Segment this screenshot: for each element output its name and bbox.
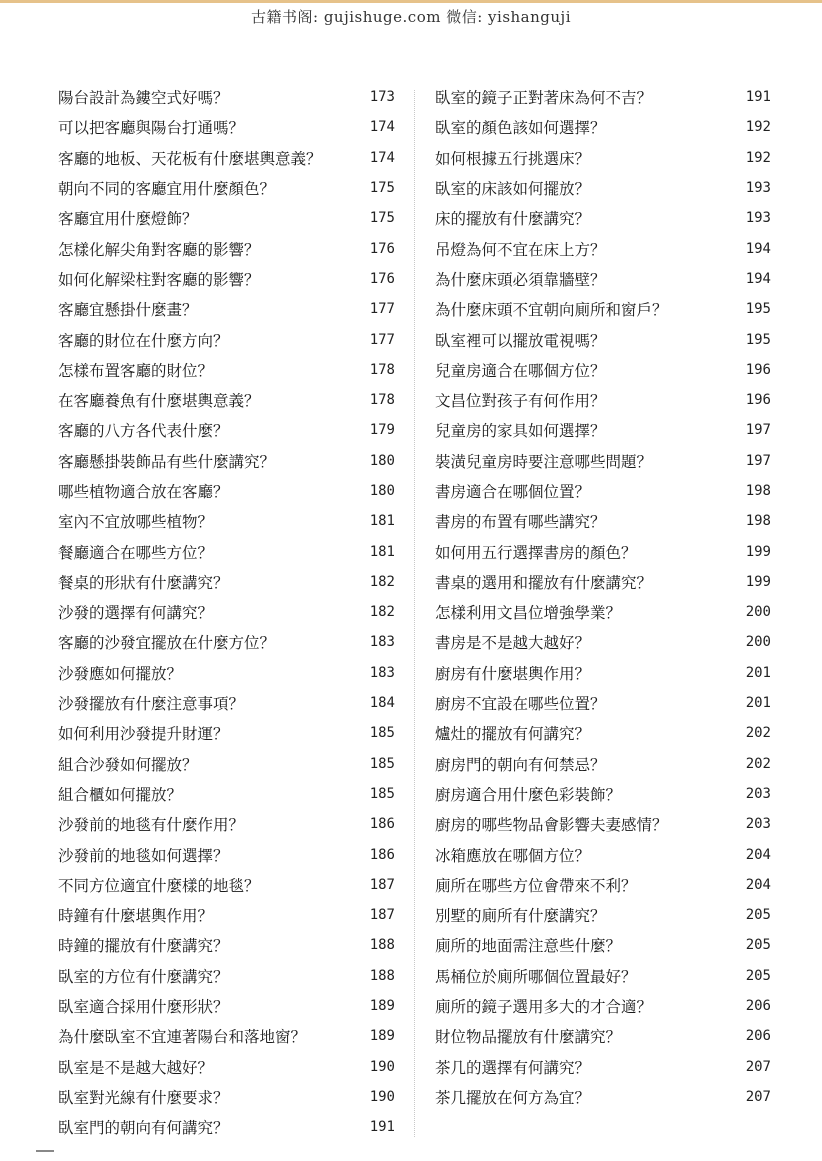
toc-entry [58, 324, 395, 354]
toc-entry-page: 203 [745, 816, 771, 833]
toc-entry [435, 385, 771, 415]
toc-entry-title: 客廳的沙發宜擺放在什麼方位？ [58, 634, 276, 653]
toc-entry-page: 203 [745, 785, 771, 802]
toc-entry [435, 991, 771, 1021]
toc-entry-title: 如何利用沙發提升財運？ [58, 725, 229, 744]
toc-entry [58, 809, 395, 839]
toc-entry [435, 1052, 771, 1082]
toc-entry-page: 188 [369, 967, 395, 984]
toc-entry [435, 779, 771, 809]
toc-entry [435, 930, 771, 960]
toc-entry-title: 客廳的地板、天花板有什麼堪輿意義？ [58, 149, 322, 168]
toc-entry [435, 446, 771, 476]
toc-entry-page: 187 [369, 907, 395, 924]
toc-entry-title: 哪些植物適合放在客廳？ [58, 483, 229, 501]
toc-entry-page: 199 [745, 573, 771, 590]
toc-entry [58, 839, 395, 869]
toc-entry-page: 201 [745, 664, 771, 681]
toc-entry-page: 204 [745, 876, 771, 893]
toc-entry-title: 如何用五行選擇書房的顏色？ [435, 543, 637, 562]
toc-entry-title: 廚房適合用什麼色彩裝飾？ [435, 785, 622, 804]
toc-entry-title: 沙發應如何擺放？ [58, 664, 183, 683]
toc-entry-page: 176 [369, 240, 395, 257]
toc-entry-title: 茶几的選擇有何講究？ [435, 1058, 591, 1077]
toc-entry-page: 186 [369, 846, 395, 863]
toc-entry [58, 961, 395, 991]
toc-entry-page: 195 [745, 301, 771, 318]
toc-entry [58, 1082, 395, 1112]
toc-entry [435, 203, 771, 233]
toc-entry [435, 233, 771, 263]
toc-entry-page: 189 [369, 998, 395, 1015]
toc-entry [435, 324, 771, 354]
toc-entry-title: 餐桌的形狀有什麼講究？ [58, 573, 229, 592]
toc-entry [435, 112, 771, 142]
toc-entry-title: 為什麼床頭必須靠牆壁？ [435, 270, 606, 289]
toc-entry [435, 567, 771, 597]
toc-entry [58, 718, 395, 748]
toc-entry [58, 294, 395, 324]
toc-entry [435, 870, 771, 900]
toc-entry [58, 658, 395, 688]
toc-entry-page: 194 [745, 270, 771, 287]
toc-entry-page: 181 [369, 513, 395, 530]
toc-entry-title: 組合沙發如何擺放？ [58, 755, 198, 774]
toc-entry [58, 597, 395, 627]
toc-entry-page: 191 [745, 89, 771, 106]
toc-entry-title: 為什麼床頭不宜朝向廁所和窗戶？ [435, 301, 668, 320]
toc-entry-page: 207 [745, 1058, 771, 1075]
toc-entry-page: 178 [369, 361, 395, 378]
toc-entry-title: 廁所的鏡子選用多大的才合適？ [435, 998, 653, 1017]
toc-entry [435, 900, 771, 930]
toc-entry-title: 裝潢兒童房時要注意哪些問題？ [435, 452, 653, 471]
toc-entry [58, 930, 395, 960]
toc-entry-page: 185 [369, 755, 395, 772]
toc-entry [58, 446, 395, 476]
toc-entry [435, 718, 771, 748]
toc-entry-page: 183 [369, 634, 395, 651]
toc-entry-title: 臥室門的朝向有何講究？ [58, 1119, 229, 1138]
toc-entry-title: 臥室的鏡子正對著床為何不吉？ [435, 89, 653, 108]
toc-entry-page: 181 [369, 543, 395, 560]
toc-entry-title: 廁所在哪些方位會帶來不利？ [435, 876, 637, 895]
toc-entry-title: 怎樣利用文昌位增強學業？ [435, 604, 622, 623]
toc-entry-title: 兒童房的家具如何選擇？ [435, 422, 606, 441]
toc-entry-title: 臥室對光線有什麼要求？ [58, 1088, 229, 1107]
toc-entry [58, 355, 395, 385]
toc-entry [58, 143, 395, 173]
toc-entry [58, 536, 395, 566]
toc-entry [58, 870, 395, 900]
toc-entry-title: 如何化解梁柱對客廳的影響？ [58, 270, 260, 289]
toc-entry-page: 180 [369, 452, 395, 469]
toc-entry [435, 82, 771, 112]
toc-entry [58, 688, 395, 718]
toc-entry [435, 688, 771, 718]
toc-entry [435, 536, 771, 566]
toc-entry [58, 749, 395, 779]
toc-entry-title: 別墅的廁所有什麼講究？ [435, 907, 606, 926]
page-header: 古籍书阁: gujishuge.com 微信: yishanguji [251, 8, 571, 26]
toc-entry [58, 415, 395, 445]
toc-entry-page: 174 [369, 149, 395, 166]
toc-left-column [58, 82, 395, 1142]
toc-entry [58, 1112, 395, 1142]
toc-entry-page: 198 [745, 513, 771, 530]
toc-entry-page: 189 [369, 1028, 395, 1045]
toc-entry-title: 臥室是不是越大越好？ [58, 1058, 214, 1077]
toc-entry-title: 時鐘的擺放有什麼講究？ [58, 937, 229, 956]
toc-entry-page: 175 [369, 210, 395, 227]
toc-entry [435, 1021, 771, 1051]
toc-entry-page: 182 [369, 573, 395, 590]
toc-entry-title: 客廳的財位在什麼方向？ [58, 331, 229, 350]
toc-entry-page: 196 [745, 392, 771, 409]
toc-entry [435, 749, 771, 779]
toc-entry [435, 627, 771, 657]
toc-entry-page: 202 [745, 725, 771, 742]
toc-entry-title: 時鐘有什麼堪輿作用？ [58, 907, 214, 926]
toc-entry-title: 朝向不同的客廳宜用什麼顏色？ [58, 180, 276, 199]
toc-entry-page: 197 [745, 422, 771, 439]
toc-entry [435, 355, 771, 385]
toc-entry-page: 190 [369, 1058, 395, 1075]
toc-entry-title: 沙發的選擇有何講究？ [58, 604, 214, 623]
toc-entry-title: 如何根據五行挑選床？ [435, 149, 591, 168]
toc-entry [435, 143, 771, 173]
toc-entry-title: 財位物品擺放有什麼講究？ [435, 1028, 622, 1047]
toc-entry [58, 900, 395, 930]
toc-entry-title: 書桌的選用和擺放有什麼講究？ [435, 573, 653, 592]
toc-entry [435, 1082, 771, 1112]
toc-entry-page: 174 [369, 119, 395, 136]
toc-entry [58, 264, 395, 294]
toc-entry-page: 185 [369, 785, 395, 802]
toc-entry-title: 吊燈為何不宜在床上方？ [435, 240, 606, 259]
toc-entry-title: 冰箱應放在哪個方位？ [435, 846, 591, 865]
toc-entry-title: 茶几擺放在何方為宜？ [435, 1088, 591, 1107]
toc-entry-page: 177 [369, 301, 395, 318]
toc-entry [58, 991, 395, 1021]
toc-entry-page: 192 [745, 119, 771, 136]
toc-entry-title: 書房是不是越大越好？ [435, 634, 591, 653]
toc-entry-title: 臥室的床該如何擺放？ [435, 180, 591, 199]
top-border [0, 0, 822, 3]
toc-entry-page: 193 [745, 210, 771, 227]
toc-entry-title: 怎樣化解尖角對客廳的影響？ [58, 240, 260, 259]
toc-entry-title: 客廳的八方各代表什麼？ [58, 422, 229, 441]
toc-entry-page: 204 [745, 846, 771, 863]
toc-entry-title: 沙發前的地毯如何選擇？ [58, 846, 229, 865]
toc-entry-page: 205 [745, 907, 771, 924]
toc-entry [435, 476, 771, 506]
toc-entry-page: 173 [369, 89, 395, 106]
toc-entry [58, 233, 395, 263]
toc-entry-title: 書房的布置有哪些講究？ [435, 513, 606, 532]
toc-entry-page: 188 [369, 937, 395, 954]
toc-entry-page: 175 [369, 180, 395, 197]
toc-entry-title: 廚房門的朝向有何禁忌？ [435, 755, 606, 774]
toc-entry-title: 書房適合在哪個位置？ [435, 483, 591, 501]
toc-entry [435, 839, 771, 869]
toc-entry [435, 961, 771, 991]
toc-entry-page: 183 [369, 664, 395, 681]
toc-entry-page: 205 [745, 937, 771, 954]
toc-entry-page: 179 [369, 422, 395, 439]
toc-entry [435, 173, 771, 203]
toc-entry [435, 597, 771, 627]
toc-entry [58, 1052, 395, 1082]
toc-entry [435, 415, 771, 445]
toc-entry-title: 兒童房適合在哪個方位？ [435, 361, 606, 380]
toc-entry-page: 205 [745, 967, 771, 984]
toc-entry-page: 200 [745, 604, 771, 621]
toc-entry [58, 567, 395, 597]
toc-entry-page: 176 [369, 270, 395, 287]
toc-right-column [435, 82, 771, 1112]
toc-entry-title: 在客廳養魚有什麼堪輿意義？ [58, 392, 260, 411]
toc-entry-title: 廚房不宜設在哪些位置？ [435, 695, 606, 714]
toc-entry [58, 82, 395, 112]
toc-entry-title: 客廳宜懸掛什麼畫？ [58, 301, 198, 320]
toc-entry-page: 186 [369, 816, 395, 833]
toc-entry-page: 184 [369, 695, 395, 712]
toc-entry [58, 476, 395, 506]
toc-entry-title: 客廳宜用什麼燈飾？ [58, 210, 198, 229]
toc-entry-title: 爐灶的擺放有何講究？ [435, 725, 591, 744]
toc-entry-title: 可以把客廳與陽台打通嗎？ [58, 119, 245, 138]
toc-entry [435, 264, 771, 294]
toc-entry-page: 193 [745, 180, 771, 197]
toc-entry-title: 臥室的顏色該如何選擇？ [435, 119, 606, 138]
toc-entry-page: 192 [745, 149, 771, 166]
toc-entry-page: 185 [369, 725, 395, 742]
toc-entry-page: 206 [745, 1028, 771, 1045]
toc-entry-title: 文昌位對孩子有何作用？ [435, 392, 606, 411]
toc-entry [435, 809, 771, 839]
toc-entry [435, 658, 771, 688]
toc-entry-title: 廚房有什麼堪輿作用？ [435, 664, 591, 683]
toc-entry-page: 196 [745, 361, 771, 378]
toc-entry [58, 203, 395, 233]
toc-entry [58, 506, 395, 536]
toc-entry-title: 馬桶位於廁所哪個位置最好？ [435, 967, 637, 986]
page-footer-mark [36, 1150, 54, 1161]
toc-entry-page: 180 [369, 483, 395, 499]
toc-entry-title: 為什麼臥室不宜連著陽台和落地窗？ [58, 1028, 307, 1047]
toc-entry-page: 190 [369, 1088, 395, 1105]
toc-entry-page: 207 [745, 1088, 771, 1105]
toc-entry-page: 197 [745, 452, 771, 469]
toc-entry-title: 陽台設計為鏤空式好嗎？ [58, 89, 229, 108]
column-divider [414, 90, 415, 1137]
toc-entry [58, 627, 395, 657]
toc-entry [58, 112, 395, 142]
toc-entry [435, 506, 771, 536]
toc-entry-page: 178 [369, 392, 395, 409]
toc-entry-title: 廚房的哪些物品會影響夫妻感情？ [435, 816, 668, 835]
toc-entry [58, 779, 395, 809]
toc-entry-title: 臥室的方位有什麼講究？ [58, 967, 229, 986]
toc-entry-page: 206 [745, 998, 771, 1015]
toc-entry-title: 組合櫃如何擺放？ [58, 785, 183, 804]
toc-entry [58, 173, 395, 203]
toc-entry-title: 廁所的地面需注意些什麼？ [435, 937, 622, 956]
toc-entry-page: 194 [745, 240, 771, 257]
toc-entry-title: 沙發前的地毯有什麼作用？ [58, 816, 245, 835]
toc-entry-page: 198 [745, 483, 771, 499]
toc-entry [58, 385, 395, 415]
toc-entry-title: 床的擺放有什麼講究？ [435, 210, 591, 229]
toc-entry-title: 沙發擺放有什麼注意事項？ [58, 695, 245, 714]
toc-entry-page: 187 [369, 876, 395, 893]
toc-entry-page: 201 [745, 695, 771, 712]
toc-entry-page: 200 [745, 634, 771, 651]
toc-entry-page: 195 [745, 331, 771, 348]
toc-entry-page: 202 [745, 755, 771, 772]
toc-entry-page: 182 [369, 604, 395, 621]
toc-entry-title: 怎樣布置客廳的財位？ [58, 361, 214, 380]
toc-entry [435, 294, 771, 324]
toc-entry-title: 不同方位適宜什麼樣的地毯？ [58, 876, 260, 895]
toc-entry-page: 199 [745, 543, 771, 560]
toc-entry-title: 客廳懸掛裝飾品有些什麼講究？ [58, 452, 276, 471]
toc-entry [58, 1021, 395, 1051]
toc-entry-page: 191 [369, 1119, 395, 1136]
toc-entry-title: 臥室適合採用什麼形狀？ [58, 998, 229, 1017]
toc-entry-title: 室內不宜放哪些植物？ [58, 513, 214, 532]
toc-entry-title: 餐廳適合在哪些方位？ [58, 543, 214, 562]
toc-entry-title: 臥室裡可以擺放電視嗎？ [435, 331, 606, 350]
toc-entry-page: 177 [369, 331, 395, 348]
